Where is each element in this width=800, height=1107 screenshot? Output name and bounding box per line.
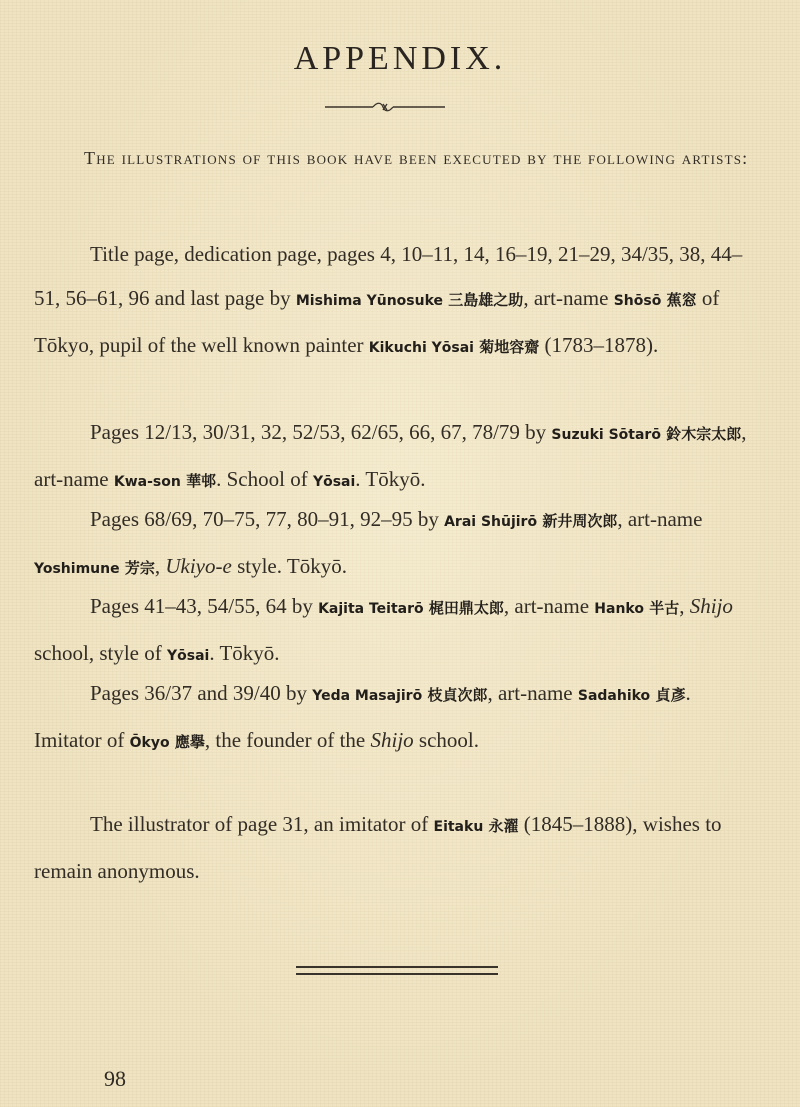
page-title: APPENDIX. (293, 40, 507, 77)
paragraph-suzuki: Pages 12/13, 30/31, 32, 52/53, 62/65, 66, 67, 78/79 by Suzuki Sōtarō 鈴木宗太郎, art-name Kwa-son 華邨. School of Yōsai. Tōkyō. (34, 420, 747, 491)
closing-rule-bottom (296, 973, 498, 975)
art-name-kanji: 芳宗 (124, 559, 155, 577)
paragraph-mishima: Title page, dedication page, pages 4, 10–11, 14, 16–19, 21–29, 34/35, 38, 44–51, 56–61, 96 and last page by Mishima Yūnosuke 三島雄之助, art-name Shōsō 蕉窓 of Tōkyo, pupil of the well known painter Kikuchi Yōsai 菊地容齋 (1783–1878). (34, 242, 743, 357)
style-term: Shijo (689, 594, 733, 618)
paragraph-yeda: Pages 36/37 and 39/40 by Yeda Masajirō 枝貞次郎, art-name Sadahiko 貞彥. Imitator of Ōkyo 應擧, the founder of the Shijo school. (34, 681, 691, 752)
school-master-name: Ōkyo (129, 735, 170, 751)
title-ornament (325, 100, 445, 114)
art-name-kanji: 華邨 (186, 472, 217, 490)
school-master-kanji: 應擧 (174, 733, 205, 751)
artist-name: Mishima Yūnosuke (295, 293, 444, 309)
paragraph-kajita: Pages 41–43, 54/55, 64 by Kajita Teitarō 梶田鼎太郎, art-name Hanko 半古, Shijo school, style of Yōsai. Tōkyō. (34, 594, 733, 665)
school-master-name: Yōsai (312, 474, 356, 490)
artist-name: Kajita Teitarō (318, 601, 424, 617)
artist-kanji: 梶田鼎太郎 (428, 599, 504, 617)
page-number: 98 (104, 1066, 126, 1091)
teacher-kanji: 菊地容齋 (479, 338, 540, 356)
artist-kanji: 鈴木宗太郎 (666, 425, 742, 443)
art-name: Kwa-son (113, 474, 181, 490)
style-term: Ukiyo-e (165, 554, 232, 578)
school-master-name: Yōsai (166, 648, 210, 664)
artist-name: Yeda Masajirō (312, 688, 423, 704)
art-name: Yoshimune (34, 561, 120, 577)
artist-kanji: 枝貞次郎 (427, 686, 488, 704)
artist-name: Eitaku (433, 819, 484, 835)
art-name-kanji: 貞彥 (655, 686, 686, 704)
intro-paragraph: The illustrations of this book have been executed by the following artists: (84, 148, 749, 168)
style-term: Shijo (370, 728, 414, 752)
artist-name: Suzuki Sōtarō (551, 427, 661, 443)
art-name-kanji: 蕉窓 (666, 291, 697, 309)
closing-rule-top (296, 966, 498, 968)
artist-name: Arai Shūjirō (444, 514, 538, 530)
paragraph-arai: Pages 68/69, 70–75, 77, 80–91, 92–95 by Arai Shūjirō 新井周次郎, art-name Yoshimune 芳宗, Ukiyo-e style. Tōkyō. (34, 507, 703, 578)
artist-kanji: 永濯 (488, 817, 519, 835)
art-name: Hanko (594, 601, 644, 617)
art-name: Shōsō (613, 293, 662, 309)
teacher-name: Kikuchi Yōsai (368, 340, 474, 356)
paragraph-anonymous: The illustrator of page 31, an imitator of Eitaku 永濯 (1845–1888), wishes to remain anonymous. (34, 812, 722, 883)
artist-kanji: 新井周次郎 (542, 512, 618, 530)
art-name: Sadahiko (577, 688, 651, 704)
art-name-kanji: 半古 (649, 599, 680, 617)
artist-kanji: 三島雄之助 (448, 291, 524, 309)
